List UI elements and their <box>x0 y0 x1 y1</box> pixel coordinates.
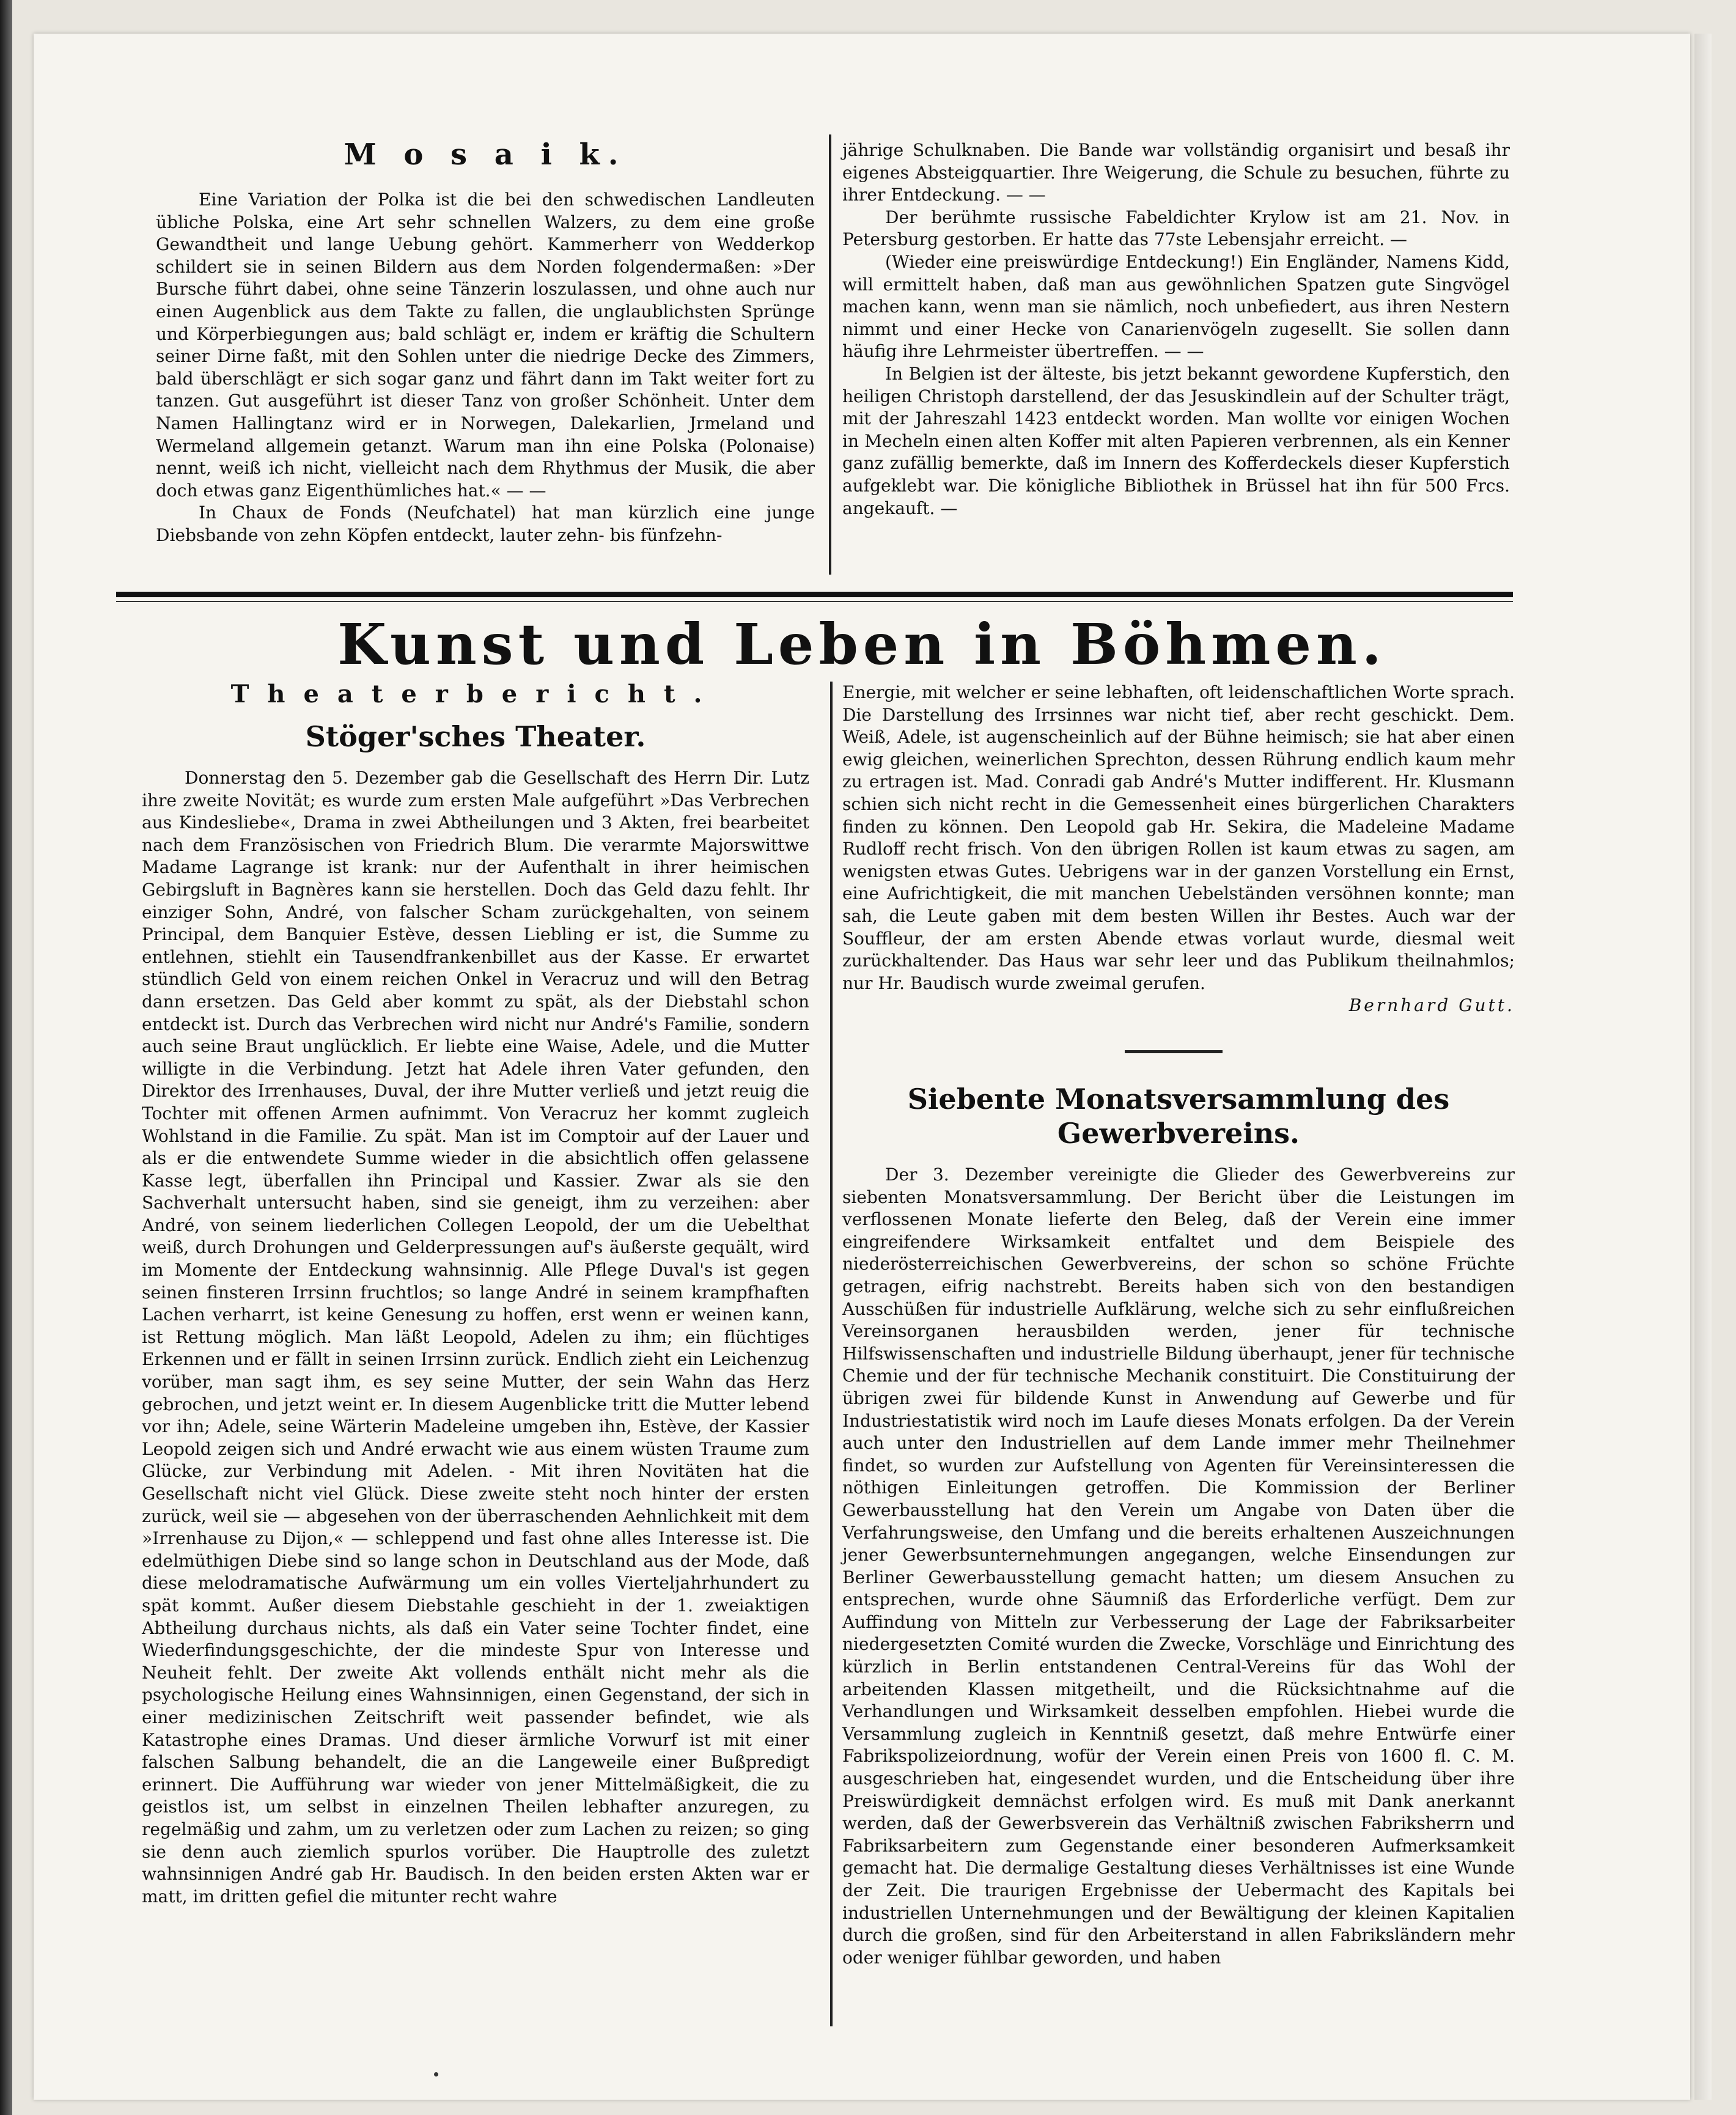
mosaik-paragraph: Eine Variation der Polka ist die bei den schwedischen Landleuten übliche Polska, eine Art sehr schnellen Walzers, zu dem eine große Gewandtheit und lange Uebung gehört. Kammerherr von Wedderkop schildert sie in seinen Bildern aus dem Norden folgendermaßen: »Der Bursche führt dabei, ohne seine Tänzerin loszulassen, und ohne auch nur einen Augenblick aus dem Takte zu fallen, die unglaublichsten Sprünge und Körperbiegungen aus; bald schlägt er, indem er kräftig die Schultern seiner Dirne faßt, mit den Sohlen unter die niedrige Decke des Zimmers, bald überschlägt er sich sogar ganz und fährt dann im Takt weiter fort zu tanzen. Gut ausgeführt ist dieser Tanz von großer Schönheit. Unter dem Namen Hallingtanz wird er in Norwegen, Dalekarlien, Jrmeland und Wermeland allgemein getanzt. Warum man ihn eine Polska (Polonaise) nennt, weiß ich nicht, vielleicht nach dem Rhythmus der Musik, die aber doch etwas ganz Eigenthümliches hat.« — — <box>156 189 815 501</box>
theater-signature: Bernhard Gutt. <box>1348 995 1515 1016</box>
masthead-title: Kunst und Leben in Böhmen. <box>337 611 1386 677</box>
main-column-divider <box>830 682 833 2026</box>
article-separator-rule <box>1125 1050 1223 1053</box>
mosaik-title: M o s a i k. <box>344 138 627 172</box>
gewerb-column <box>842 1082 1515 1969</box>
mosaik-column-divider <box>829 134 831 575</box>
theater-kicker: Theaterbericht. <box>230 680 721 708</box>
mosaik-paragraph: jährige Schulknaben. Die Bande war vollständig organisirt und besaß ihr eigenes Absteigquartier. Ihre Weigerung, die Schule zu besuchen, führte zu ihrer Entdeckung. — — <box>842 140 1510 205</box>
mosaik-paragraph: In Belgien ist der älteste, bis jetzt bekannt gewordene Kupferstich, den heiligen Christoph darstellend, der das Jesuskindlein auf der Schulter trägt, mit der Jahreszahl 1423 entdeckt worden. Man wollte vor einigen Wochen in Mecheln einen alten Koffer mit alten Papieren verbrennen, als ein Kenner ganz zufällig bemerkte, daß im Innern des Kofferdeckels dieser Kupferstich aufgeklebt war. Die königliche Bibliothek in Brüssel hat ihn für 500 Frcs. angekauft. — <box>842 363 1510 518</box>
print-speck <box>434 2072 438 2076</box>
theater-paragraph: Energie, mit welcher er seine lebhaften, oft leidenschaftlichen Worte sprach. Die Darstellung des Irrsinnes war nicht tief, aber recht geschickt. Dem. Weiß, Adele, ist augenscheinlich auf der Bühne heimisch; sie hat aber einen ewig gleichen, weinerlichen Sprechton, dessen Rührung endlich kaum mehr zu ertragen ist. Mad. Conradi gab André's Mutter indifferent. Hr. Klusmann schien sich nicht recht in die Gemessenheit eines bürgerlichen Charakters finden zu können. Den Leopold gab Hr. Sekira, die Madeleine Madame Rudloff recht frisch. Von den übrigen Rollen ist kaum etwas zu sagen, am wenigsten etwas Gutes. Uebrigens war in der ganzen Vorstellung ein Ernst, eine Aufrichtigkeit, die mit manchen Uebelständen versöhnen konnte; man sah, die Leute gaben mit dem besten Willen ihr Bestes. Auch war der Souffleur, der am ersten Abende etwas vorlaut wurde, diesmal weit zurückhaltender. Das Haus war sehr leer und das Publikum theilnahmlos; nur Hr. Baudisch wurde zweimal gerufen. <box>842 682 1515 993</box>
page-edge-shadow <box>1694 34 1712 2100</box>
theater-right-column <box>842 682 1515 1017</box>
mosaik-paragraph: In Chaux de Fonds (Neufchatel) hat man kürzlich eine junge Diebsbande von zehn Köpfen entdeckt, lauter zehn- bis fünfzehn- <box>156 502 815 545</box>
theater-paragraph: Donnerstag den 5. Dezember gab die Gesellschaft des Herrn Dir. Lutz ihre zweite Novität; es wurde zum ersten Male aufgeführt »Das Verbrechen aus Kindesliebe«, Drama in zwei Abtheilungen und 3 Akten, frei bearbeitet nach dem Französischen von Friedrich Blum. Die verarmte Majorswittwe Madame Lagrange ist krank: nur der Aufenthalt in ihrer heimischen Gebirgsluft in Bagnères kann sie herstellen. Doch das Geld dazu fehlt. Ihr einziger Sohn, André, von falscher Scham zurückgehalten, von seinem Principal, dem Banquier Estève, dessen Liebling er ist, die Summe zu entlehnen, stiehlt ein Tausendfrankenbillet aus der Kasse. Er erwartet stündlich Geld von einem reichen Onkel in Veracruz und will den Betrag dann ersetzen. Das Geld aber kommt zu spät, als der Diebstahl schon entdeckt ist. Durch das Verbrechen wird nicht nur André's Familie, sondern auch seine Braut unglücklich. Er liebte eine Waise, Adele, und die Mutter willigte in die Verbindung. Jetzt hat Adele ihren Vater gefunden, den Direktor des Irrenhauses, Duval, der ihre Mutter verließ und jetzt reuig die Tochter mit offenen Armen aufnimmt. Von Veracruz her kommt zugleich Wohlstand in die Familie. Zu spät. Man ist im Comptoir auf der Lauer und als er die entwendete Summe wieder in die absichtlich offen gelassene Kasse legt, überfallen ihn Principal und Kassier. Zwar als sie den Sachverhalt untersucht haben, sind sie geneigt, ihm zu verzeihen: aber André, von seinem liederlichen Collegen Leopold, der um die Uebelthat weiß, durch Drohungen und Gelderpressungen auf's äußerste gequält, wird im Momente der Entdeckung wahnsinnig. Alle Pflege Duval's ist gegen seinen finsteren Irrsinn fruchtlos; so lange André in seinem krampfhaften Lachen verharrt, ist keine Genesung zu hoffen, erst wenn er weinen kann, ist Rettung möglich. Man läßt Leopold, Adelen zu ihm; ein flüchtiges Erkennen und er fällt in seinen Irrsinn zurück. Endlich zieht ein Leichenzug vorüber, man sagt ihm, es sey seine Mutter, der sein Wahn das Herz gebrochen, und jetzt weint er. In diesem Augenblicke tritt die Mutter lebend vor ihn; Adele, seine Wärterin Madeleine umgeben ihn, Estève, der Kassier Leopold zeigen sich und André erwacht wie aus einem wüsten Traume zum Glücke, zur Verbindung mit Adelen. - Mit ihren Novitäten hat die Gesellschaft nicht viel Glück. Diese zweite steht noch hinter der ersten zurück, weil sie — abgesehen von der überraschenden Aehnlichkeit mit dem »Irrenhause zu Dijon,« — schleppend und fast ohne alles Interesse ist. Die edelmüthigen Diebe sind so lange schon in Deutschland aus der Mode, daß diese melodramatische Aufwärmung um ein volles Vierteljahrhundert zu spät kommt. Außer diesem Diebstahle geschieht in der 1. zweiaktigen Abtheilung durchaus nichts, als daß ein Vater seine Tochter findet, eine Wiederfindungsgeschichte, der die mindeste Spur von Interesse und Neuheit fehlt. Der zweite Akt vollends enthält nicht mehr als die psychologische Heilung eines Wahnsinnigen, einen Gegenstand, der sich in einer medizinischen Zeitschrift weit passender befindet, wie als Katastrophe eines Dramas. Und dieser ärmliche Vorwurf ist mit einer falschen Salbung behandelt, die an die Langeweile einer Bußpredigt erinnert. Die Aufführung war wieder von jener Mittelmäßigkeit, die zu geistlos ist, um selbst in einzelnen Theilen lebhafter anzuregen, zu regelmäßig und zahm, um zu verletzen oder zum Lachen zu reizen; so ging sie denn auch ziemlich spurlos vorüber. Die Hauptrolle des zuletzt wahnsinnigen André gab Hr. Baudisch. In den beiden ersten Akten war er matt, im dritten gefiel die mitunter recht wahre <box>142 768 809 1907</box>
mosaik-left-column <box>156 138 815 547</box>
section-divider-rule <box>116 592 1513 597</box>
mosaik-right-column <box>842 139 1510 520</box>
section-divider-thin-rule <box>116 601 1513 602</box>
theater-left-column <box>142 680 809 1908</box>
theater-heading: Stöger'sches Theater. <box>305 720 646 753</box>
mosaik-paragraph: Der berühmte russische Fabeldichter Krylow ist am 21. Nov. in Petersburg gestorben. Er hatte das 77ste Lebensjahr erreicht. — <box>842 207 1510 250</box>
gewerb-paragraph: Der 3. Dezember vereinigte die Glieder des Gewerbvereins zur siebenten Monatsversammlung. Der Bericht über die Leistungen im verflossenen Monate lieferte den Beleg, daß der Verein eine immer eingreifendere Wirksamkeit entfaltet und dem Beispiele des niederösterreichischen Gewerbvereins, der schon so schöne Früchte getragen, eifrig nachstrebt. Bereits haben sich von den bestandigen Ausschüßen für industrielle Aufklärung, welche sich zu sehr einflußreichen Vereinsorganen herausbilden werden, jener für technische Hilfswissenschaften und industrielle Bildung überhaupt, jener für technische Chemie und der für technische Mechanik constituirt. Die Constituirung der übrigen zwei für bildende Kunst in Anwendung auf Gewerbe und für Industriestatistik wird noch im Laufe dieses Monats erfolgen. Da der Verein auch unter den Industriellen auf dem Lande immer mehr Theilnehmer findet, so wurden zur Aufstellung von Agenten für Vereinsinteressen die nöthigen Einleitungen getroffen. Die Kommission der Berliner Gewerbausstellung hat den Verein um Angabe von Daten über die Verfahrungsweise, den Umfang und die bereits erhaltenen Auszeichnungen jener Gewerbsunternehmungen angegangen, welche Einsendungen zur Berliner Gewerbausstellung gemacht hatten; um diesem Ansuchen zu entsprechen, wurde ohne Säumniß das Erforderliche verfügt. Dem zur Auffindung von Mitteln zur Verbesserung der Lage der Fabriksarbeiter niedergesetzten Comité wurden die Zwecke, Vorschläge und Einrichtung des kürzlich in Berlin entstandenen Central-Vereins für das Wohl der arbeitenden Klassen mitgetheilt, und die Rücksichtnahme auf die Verhandlungen und Wirksamkeit desselben empfohlen. Hiebei wurde die Versammlung zugleich in Kenntniß gesetzt, daß mehre Entwürfe einer Fabrikspolizeiordnung, wofür der Verein einen Preis von 1600 fl. C. M. ausgeschrieben hat, eingesendet wurden, und die Entscheidung über ihre Preiswürdigkeit demnächst erfolgen wird. Es muß mit Dank anerkannt werden, daß der Gewerbsverein das Verhältniß zwischen Fabriksherrn und Fabriksarbeitern zum Gegenstande einer besonderen Aufmerksamkeit gemacht hat. Die dermalige Gestaltung dieses Verhältnisses ist eine Wunde der Zeit. Die traurigen Ergebnisse der Uebermacht des Kapitals bei industriellen Unternehmungen und der Bewältigung der kleinen Kapitalien durch die großen, sind für den Arbeiterstand in allen Fabriksländern mehr oder weniger fühlbar geworden, und haben <box>842 1164 1515 1968</box>
mosaik-paragraph: (Wieder eine preiswürdige Entdeckung!) Ein Engländer, Namens Kidd, will ermittelt haben, daß man aus gewöhnlichen Spatzen gute Singvögel machen kann, wenn man sie nämlich, noch unbefiedert, aus ihren Nestern nimmt und einer Hecke von Canarienvögeln zugesellt. Sie sollen dann häufig ihre Lehrmeister übertreffen. — — <box>842 251 1510 362</box>
gewerb-heading: Siebente Monatsversammlung des Gewerbvereins. <box>907 1083 1450 1150</box>
book-binding-edge <box>0 0 12 2115</box>
